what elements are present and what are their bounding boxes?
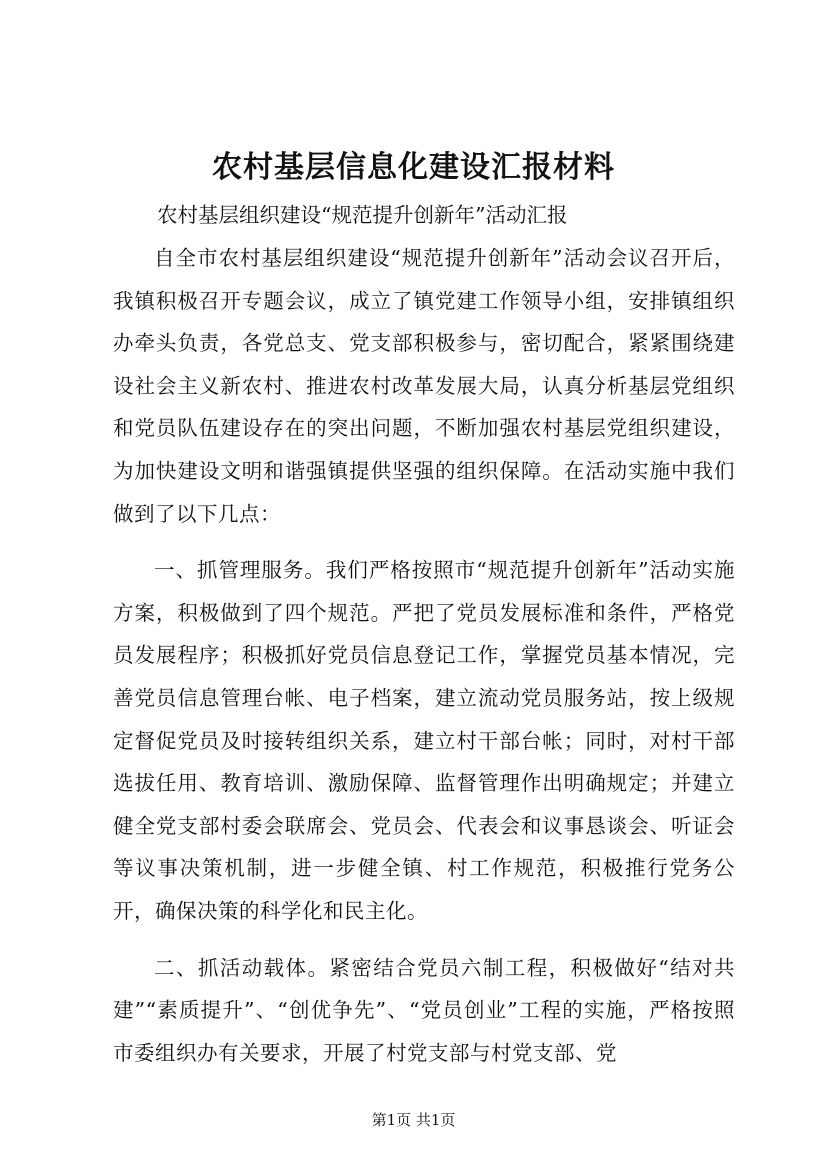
document-title: 农村基层信息化建设汇报材料 <box>212 150 615 185</box>
paragraph-activity-carrier: 二、抓活动载体。紧密结合党员六制工程，积极做好“结对共建”“素质提升”、“创优争先”、“党员创业”工程的实施，严格按照市委组织办有关要求，开展了村党支部与村党支部、党 <box>113 955 735 1065</box>
document-body <box>113 237 735 1074</box>
paragraph-management-service: 一、抓管理服务。我们严格按照市“规范提升创新年”活动实施方案，积极做到了四个规范。严把了党员发展标准和条件，严格党员发展程序；积极抓好党员信息登记工作，掌握党员基本情况，完善党员信息管理台帐、电子档案，建立流动党员服务站，按上级规定督促党员及时接转组织关系，建立村干部台帐；同时，对村干部选拔任用、教育培训、激励保障、监督管理作出明确规定；并建立健全党支部村委会联席会、党员会、代表会和议事恳谈会、听证会等议事决策机制，进一步健全镇、村工作规范，积极推行党务公开，确保决策的科学化和民主化。 <box>113 558 735 923</box>
page-footer: 第1页 共1页 <box>371 1111 456 1129</box>
document-subtitle: 农村基层组织建设“规范提升创新年”活动汇报 <box>157 203 568 227</box>
paragraph-intro: 自全市农村基层组织建设“规范提升创新年”活动会议召开后，我镇积极召开专题会议，成立了镇党建工作领导小组，安排镇组织办牵头负责，各党总支、党支部积极参与，密切配合，紧紧围绕建设社会主义新农村、推进农村改革发展大局，认真分析基层党组织和党员队伍建设存在的突出问题，不断加强农村基层党组织建设，为加快建设文明和谐强镇提供坚强的组织保障。在活动实施中我们做到了以下几点： <box>113 246 735 526</box>
